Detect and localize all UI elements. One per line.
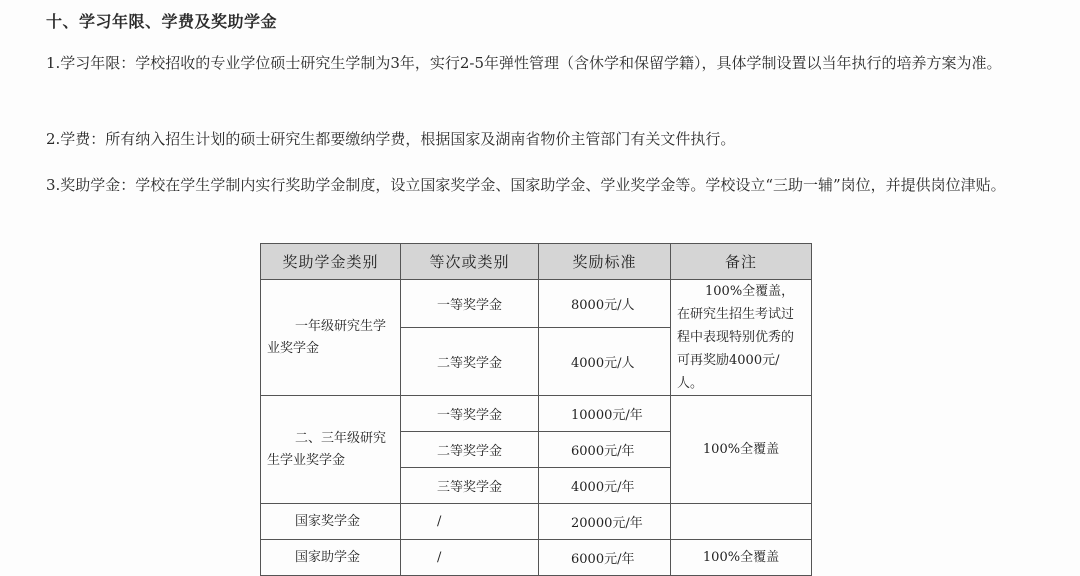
- level-cell: 二等奖学金: [401, 432, 539, 468]
- standard-cell: 4000元/年: [539, 468, 671, 504]
- section-title: 十、学习年限、学费及奖助学金: [46, 12, 278, 31]
- category-cell-national-grant: [261, 540, 401, 576]
- category-cell-national-scholarship: [261, 504, 401, 540]
- level-cell: 二等奖学金: [401, 328, 539, 396]
- paragraph-study-duration: 1.学习年限：学校招收的专业学位硕士研究生学制为3年，实行2-5年弹性管理（含休学和保留学籍），具体学制设置以当年执行的培养方案为准。: [46, 54, 1002, 72]
- level-cell: 三等奖学金: [401, 468, 539, 504]
- category-line: 二、三年级研究: [295, 430, 387, 446]
- level-cell: /: [401, 504, 539, 540]
- standard-cell: 20000元/年: [539, 504, 671, 540]
- level-cell: /: [401, 540, 539, 576]
- note-cell: 100%全覆盖: [671, 396, 812, 504]
- scholarship-table: [260, 243, 812, 576]
- header-note: 备注: [671, 244, 812, 280]
- note-cell: 100%全覆盖: [671, 540, 812, 576]
- header-level: 等次或类别: [401, 244, 539, 280]
- standard-cell: 6000元/年: [539, 432, 671, 468]
- note-cell: [671, 504, 812, 540]
- category-line: 生学业奖学金: [267, 452, 346, 468]
- table-row: [261, 540, 812, 576]
- level-cell: 一等奖学金: [401, 280, 539, 328]
- category-cell-first-year: [261, 280, 401, 396]
- table-row: [261, 280, 812, 328]
- level-cell: 一等奖学金: [401, 396, 539, 432]
- category-line: 业奖学金: [267, 340, 320, 356]
- table-header-row: [261, 244, 812, 280]
- standard-cell: 4000元/人: [539, 328, 671, 396]
- table-row: [261, 504, 812, 540]
- header-category: 奖助学金类别: [261, 244, 401, 280]
- paragraph-scholarships: 3.奖助学金：学校在学生学制内实行奖助学金制度，设立国家奖学金、国家助学金、学业奖学金等。学校设立“三助一辅”岗位，并提供岗位津贴。: [46, 176, 1006, 194]
- paragraph-tuition: 2.学费：所有纳入招生计划的硕士研究生都要缴纳学费，根据国家及湖南省物价主管部门有关文件执行。: [46, 130, 736, 148]
- header-standard: 奖励标准: [539, 244, 671, 280]
- category-label: 国家奖学金: [295, 513, 361, 529]
- note-cell: 100%全覆盖，在研究生招生考试过程中表现特别优秀的可再奖励4000元/人。: [671, 280, 812, 396]
- category-label: 国家助学金: [295, 549, 361, 565]
- standard-cell: 6000元/年: [539, 540, 671, 576]
- standard-cell: 8000元/人: [539, 280, 671, 328]
- table-row: [261, 396, 812, 432]
- category-cell-second-third-year: [261, 396, 401, 504]
- category-line: 一年级研究生学: [295, 318, 387, 334]
- standard-cell: 10000元/年: [539, 396, 671, 432]
